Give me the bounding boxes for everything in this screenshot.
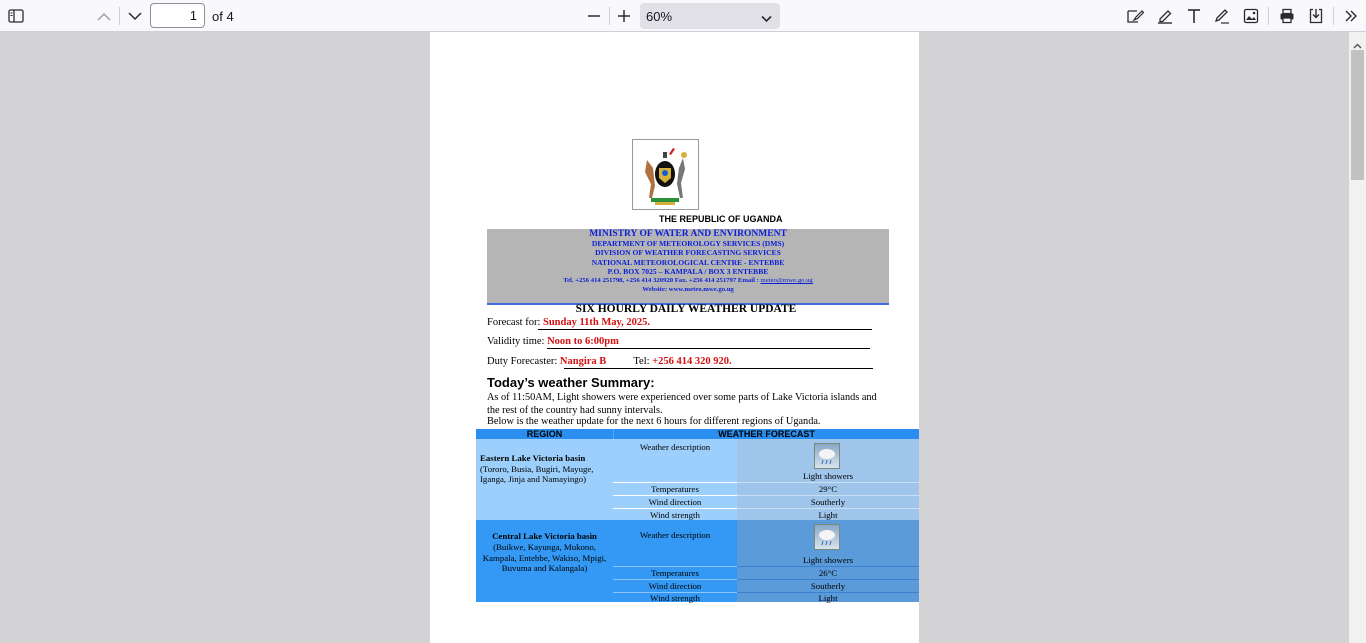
division-line: DIVISION OF WEATHER FORECASTING SERVICES xyxy=(595,248,781,258)
print-icon[interactable] xyxy=(1276,4,1298,28)
pdf-page xyxy=(430,32,919,643)
zoom-in-icon[interactable] xyxy=(613,4,635,28)
region-cell xyxy=(476,520,613,602)
region-areas: (Buikwe, Kayunga, Mukono, Kampala, Entebbe, Wakiso, Mpigi, Buvuma and Kalangala) xyxy=(482,541,607,574)
save-icon[interactable] xyxy=(1305,4,1327,28)
address-line: P.O. BOX 7025 – KAMPALA / BOX 3 ENTEBBE xyxy=(607,266,769,276)
toolbar-separator xyxy=(119,7,120,25)
tel-label: Tel: xyxy=(633,356,650,367)
draw-icon[interactable] xyxy=(1211,4,1233,28)
republic-heading: THE REPUBLIC OF UGANDA xyxy=(659,214,783,224)
previous-page-icon[interactable] xyxy=(92,4,116,28)
desc-value: Light showers xyxy=(802,471,854,481)
department-line: DEPARTMENT OF METEOROLOGY SERVICES (DMS) xyxy=(591,239,785,249)
region-areas: (Tororo, Busia, Bugiri, Mayuge, Iganga, Jinja and Namayingo) xyxy=(480,463,594,484)
website-line: Website: www.meteo.mwe.go.ug xyxy=(642,286,734,294)
forecast-header: WEATHER FORECAST xyxy=(613,429,919,439)
desc-value-cell xyxy=(737,439,919,482)
image-icon[interactable] xyxy=(1240,4,1262,28)
zoom-out-icon[interactable] xyxy=(583,4,605,28)
zoom-select[interactable] xyxy=(640,3,780,29)
centre-line: NATIONAL METEOROLOGICAL CENTRE - ENTEBBE xyxy=(591,257,785,267)
duty-value: Nangira B xyxy=(559,356,607,367)
cloud-rain-icon xyxy=(814,443,840,469)
contact-line xyxy=(487,276,889,285)
forecast-table xyxy=(476,429,919,602)
summary-heading: Today’s weather Summary: xyxy=(487,375,655,390)
wind-direction-label: Wind direction xyxy=(613,495,737,508)
underline xyxy=(538,329,872,330)
page-count: of 4 xyxy=(212,9,234,24)
toolbar-separator xyxy=(1333,7,1334,25)
forecast-for-line xyxy=(487,317,650,328)
validity-value: Noon to 6:00pm xyxy=(547,336,619,347)
coat-of-arms-icon xyxy=(632,139,699,210)
wind-strength-value: Light xyxy=(737,592,919,602)
more-tools-icon[interactable] xyxy=(1340,4,1362,28)
wind-strength-label: Wind strength xyxy=(613,592,737,602)
wind-direction-value: Southerly xyxy=(737,579,919,592)
temp-value: 26°C xyxy=(737,566,919,579)
forecast-for-label: Forecast for: xyxy=(487,317,541,328)
wind-direction-value: Southerly xyxy=(737,495,919,508)
wind-direction-label: Wind direction xyxy=(613,579,737,592)
toolbar-separator xyxy=(1268,7,1269,25)
forecast-for-value: Sunday 11th May, 2025. xyxy=(542,317,651,328)
region-cell xyxy=(476,439,613,520)
ministry-line: MINISTRY OF WATER AND ENVIRONMENT xyxy=(589,229,787,239)
next-page-icon[interactable] xyxy=(123,4,147,28)
text-icon[interactable] xyxy=(1183,4,1205,28)
region-name: Central Lake Victoria basin xyxy=(492,531,597,541)
chevron-down-icon xyxy=(761,11,772,26)
underline xyxy=(547,348,870,349)
region-header: REGION xyxy=(476,429,613,439)
scrollbar-thumb[interactable] xyxy=(1351,50,1364,180)
zoom-value: 60% xyxy=(646,9,673,24)
duty-label: Duty Forecaster: xyxy=(487,356,558,367)
temp-label: Temperatures xyxy=(613,566,737,579)
underline xyxy=(564,368,873,369)
cloud-rain-icon xyxy=(814,524,840,550)
sign-icon[interactable] xyxy=(1124,4,1146,28)
toolbar-separator xyxy=(609,7,610,25)
region-name: Eastern Lake Victoria basin xyxy=(480,453,586,463)
validity-line xyxy=(487,336,619,347)
summary-text: As of 11:50AM, Light showers were experienced over some parts of Lake Victoria islands and the rest of the country had sunny intervals. xyxy=(487,392,877,416)
desc-value-cell xyxy=(737,520,919,566)
desc-label: Weather description xyxy=(613,439,737,482)
validity-label: Validity time: xyxy=(487,336,545,347)
desc-value: Light showers xyxy=(802,555,854,565)
wind-strength-label: Wind strength xyxy=(613,508,737,521)
temp-value: 29°C xyxy=(737,482,919,495)
highlight-icon[interactable] xyxy=(1154,4,1176,28)
pdf-toolbar xyxy=(0,0,1366,32)
temp-label: Temperatures xyxy=(613,482,737,495)
document-title: SIX HOURLY DAILY WEATHER UPDATE xyxy=(575,303,797,315)
page-number-input[interactable]: 1 xyxy=(150,3,205,28)
sidebar-toggle-icon[interactable] xyxy=(4,4,28,28)
below-text: Below is the weather update for the next 6 hours for different regions of Uganda. xyxy=(487,416,821,427)
tel-value: +256 414 320 920. xyxy=(652,356,732,367)
desc-label: Weather description xyxy=(613,520,737,566)
wind-strength-value: Light xyxy=(737,508,919,521)
duty-forecaster-line xyxy=(487,356,732,367)
vertical-scrollbar[interactable] xyxy=(1349,32,1366,643)
ministry-header xyxy=(487,229,889,305)
email-link[interactable]: meteo@mwe.go.ug xyxy=(760,277,813,285)
tel-fax-text: Tel. +256 414 251798, +256 414 320920 Fax. +256 414 251797 Email : xyxy=(563,277,759,285)
